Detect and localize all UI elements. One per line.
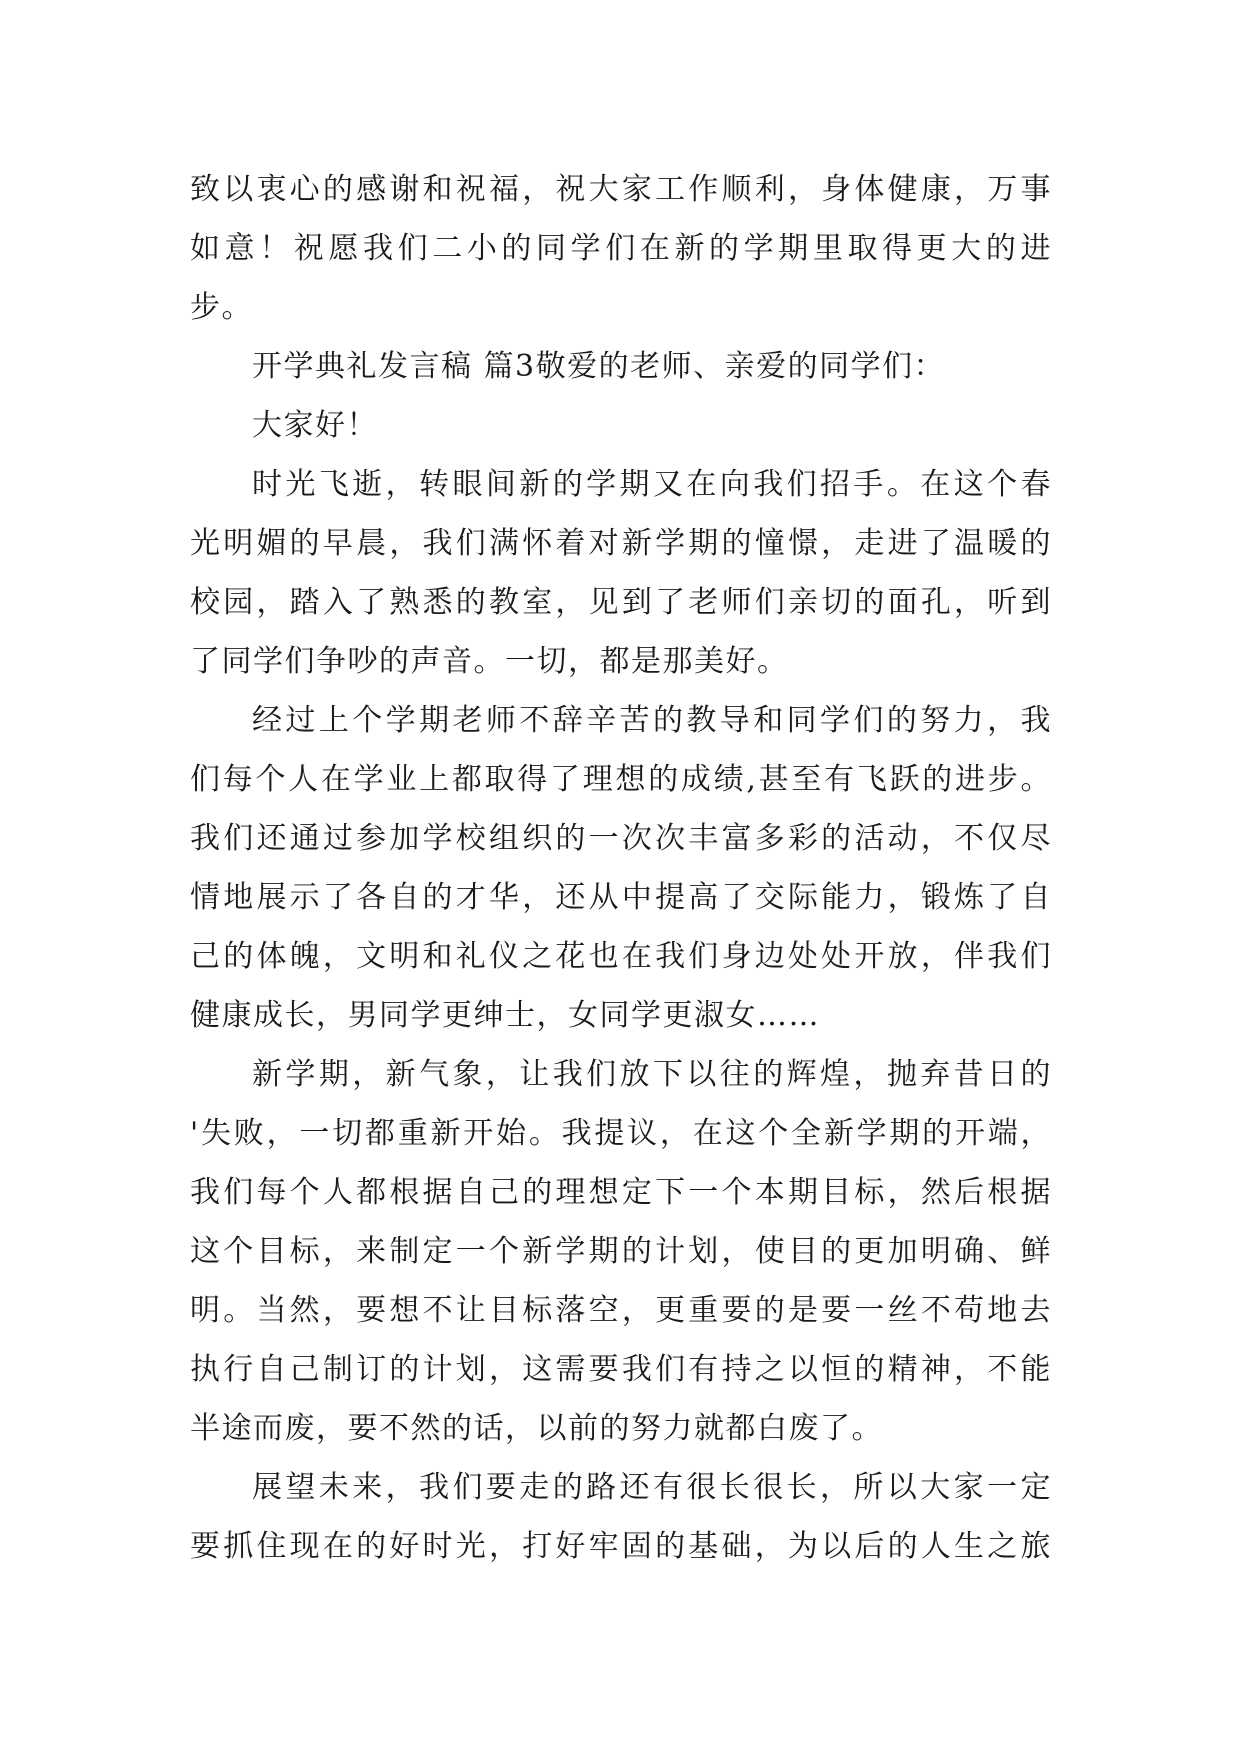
text-line: 半途而废，要不然的话，以前的努力就都白废了。 xyxy=(190,1411,883,1446)
text-line: 这个目标，来制定一个新学期的计划，使目的更加明确、鲜 xyxy=(190,1234,1052,1269)
text-line: 我们还通过参加学校组织的一次次丰富多彩的活动，不仅尽 xyxy=(190,821,1052,856)
text-line: 明。当然，要想不让目标落空，更重要的是要一丝不苟地去 xyxy=(190,1293,1052,1328)
text-line: 执行自己制订的计划，这需要我们有持之以恒的精神，不能 xyxy=(190,1352,1052,1387)
text-line: 我们每个人都根据自己的理想定下一个本期目标，然后根据 xyxy=(190,1175,1052,1210)
text-line: 校园，踏入了熟悉的教室，见到了老师们亲切的面孔，听到 xyxy=(190,585,1052,620)
text-line: 新学期，新气象，让我们放下以往的辉煌，抛弃昔日的 xyxy=(252,1057,1052,1092)
text-line: 健康成长，男同学更绅士，女同学更淑女…… xyxy=(190,998,820,1033)
text-line: 己的体魄，文明和礼仪之花也在我们身边处处开放，伴我们 xyxy=(190,939,1052,974)
text-line: 展望未来，我们要走的路还有很长很长，所以大家一定 xyxy=(252,1470,1052,1505)
text-line: '失败，一切都重新开始。我提议，在这个全新学期的开端， xyxy=(190,1116,1052,1151)
text-line: 情地展示了各自的才华，还从中提高了交际能力，锻炼了自 xyxy=(190,880,1052,915)
greeting-line: 大家好！ xyxy=(252,408,378,443)
text-line: 时光飞逝，转眼间新的学期又在向我们招手。在这个春 xyxy=(252,467,1052,502)
text-line: 致以衷心的感谢和祝福，祝大家工作顺利，身体健康，万事 xyxy=(190,172,1052,207)
section-heading-line: 开学典礼发言稿 篇3敬爱的老师、亲爱的同学们： xyxy=(252,349,946,384)
text-line: 要抓住现在的好时光，打好牢固的基础，为以后的人生之旅 xyxy=(190,1529,1052,1564)
text-line: 们每个人在学业上都取得了理想的成绩,甚至有飞跃的进步。 xyxy=(190,762,1052,797)
text-line: 光明媚的早晨，我们满怀着对新学期的憧憬，走进了温暖的 xyxy=(190,526,1052,561)
text-line: 经过上个学期老师不辞辛苦的教导和同学们的努力，我 xyxy=(252,703,1052,738)
text-line: 如意！祝愿我们二小的同学们在新的学期里取得更大的进 xyxy=(190,231,1052,266)
document-body xyxy=(190,160,1052,1576)
text-line: 了同学们争吵的声音。一切，都是那美好。 xyxy=(190,644,789,679)
text-line: 步。 xyxy=(190,290,253,325)
